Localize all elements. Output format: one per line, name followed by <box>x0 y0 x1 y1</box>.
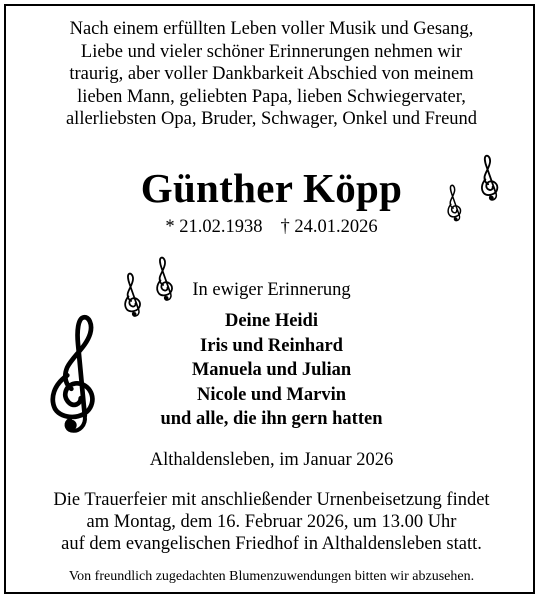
signature-line: Manuela und Julian <box>191 360 352 380</box>
signature-line: Nicole und Marvin <box>196 384 347 405</box>
birth-date: * 21.02.1938 <box>165 217 263 237</box>
intro-line: Nach einem erfüllten Leben voller Musik und Gesang, <box>69 19 474 39</box>
funeral-line: Die Trauerfeier mit anschließender Urnenbeisetzung findet <box>53 490 490 510</box>
signature-line: und alle, die ihn gern hatten <box>160 409 383 429</box>
treble-clef-icon <box>40 312 108 440</box>
obituary-frame <box>4 4 535 594</box>
intro-text <box>6 18 537 131</box>
intro-line: Liebe und vieler schöner Erinnerungen nehmen wir <box>80 41 463 62</box>
intro-line: allerliebsten Opa, Bruder, Schwager, Onkel und Freund <box>65 109 478 129</box>
funeral-line: am Montag, dem 16. Februar 2026, um 13.00 Uhr <box>86 512 457 532</box>
death-date: † 24.01.2026 <box>280 217 378 237</box>
signature-line: Iris und Reinhard <box>200 335 343 356</box>
memory-line: In ewiger Erinnerung <box>192 280 351 300</box>
signature-line: Deine Heidi <box>224 311 318 331</box>
intro-line: traurig, aber voller Dankbarkeit Abschied von meinem <box>69 64 474 84</box>
funeral-line: auf dem evangelischen Friedhof in Althaldensleben statt. <box>61 534 482 554</box>
intro-line: lieben Mann, geliebten Papa, lieben Schwiegervater, <box>77 86 466 107</box>
funeral-details <box>6 489 537 555</box>
deceased-name: Günther Köpp <box>140 165 403 211</box>
flower-note: Von freundlich zugedachten Blumenzuwendungen bitten wir abzusehen. <box>68 569 475 584</box>
place-date: Althaldensleben, im Januar 2026 <box>149 450 394 470</box>
